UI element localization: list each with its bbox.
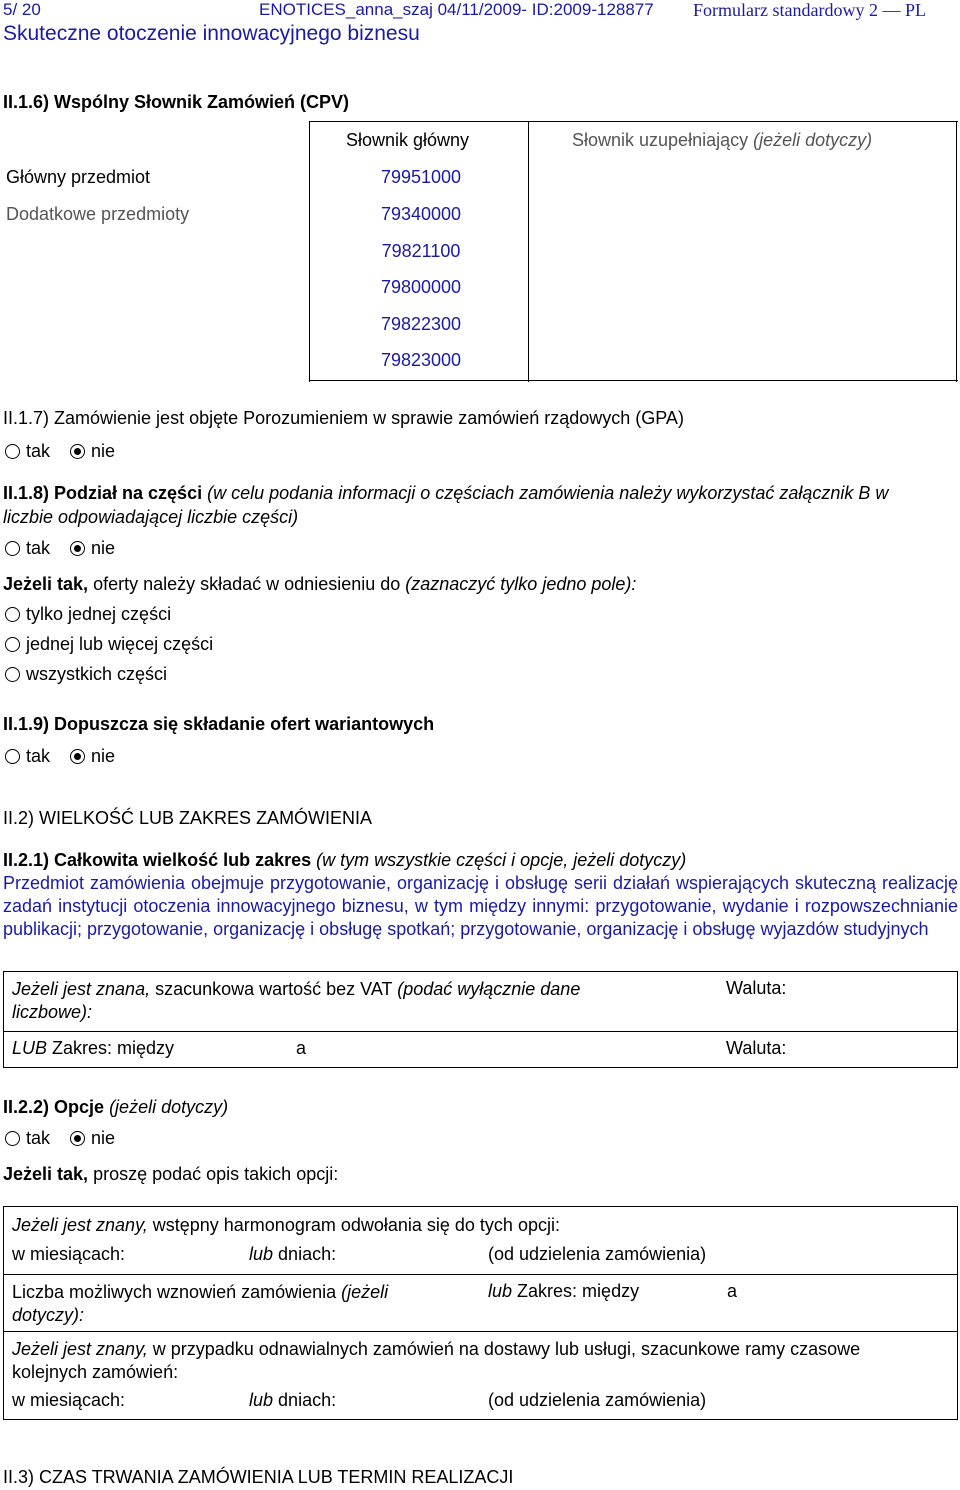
renewals-label: Liczba możliwych wznowień zamówienia (jeżeli dotyczy): xyxy=(12,1282,389,1325)
additional-subjects-label: Dodatkowe przedmioty xyxy=(6,204,190,224)
main-cpv-code: 79951000 xyxy=(380,167,462,187)
lots-yes-radio[interactable] xyxy=(5,541,20,556)
col-supp-header: Słownik uzupełniający (jeżeli dotyczy) xyxy=(572,130,873,150)
document-id: ENOTICES_anna_szaj 04/11/2009- ID:2009-128877 xyxy=(259,0,654,19)
lots-option xyxy=(5,664,167,685)
lots-option-label: jednej lub więcej części xyxy=(26,634,214,654)
from-award-label: (od udzielenia zamówienia) xyxy=(488,1244,707,1264)
gpa-heading: II.1.7) Zamówienie jest objęte Porozumieniem w sprawie zamówień rządowych (GPA) xyxy=(3,408,684,428)
lots-no-radio[interactable] xyxy=(70,541,85,556)
currency-label: Waluta: xyxy=(726,978,787,998)
options-no-radio[interactable] xyxy=(70,1131,85,1146)
options-yes-label: tak xyxy=(26,1128,51,1148)
lots-note-line2: liczbie odpowiadającej liczbie części) xyxy=(3,507,299,527)
lots-heading-line xyxy=(3,483,888,504)
lots-option-label: tylko jednej części xyxy=(26,604,172,624)
lots-if-yes: Jeżeli tak, oferty należy składać w odniesieniu do (zaznaczyć tylko jedno pole): xyxy=(3,574,637,594)
lots-radio-group xyxy=(5,538,135,559)
total-scope-line: II.2.1) Całkowita wielkość lub zakres (w tym wszystkie części i opcje, jeżeli dotyczy) xyxy=(3,850,687,870)
currency-label-2: Waluta: xyxy=(726,1038,787,1058)
lots-option-radio[interactable] xyxy=(5,667,20,682)
lots-option-radio[interactable] xyxy=(5,607,20,622)
lots-option xyxy=(5,634,213,655)
gpa-radio-group xyxy=(5,441,135,462)
lots-no-label: nie xyxy=(91,538,116,558)
additional-cpv-code: 79340000 xyxy=(380,204,462,224)
scope-heading: II.2) WIELKOŚĆ LUB ZAKRES ZAMÓWIENIA xyxy=(3,808,373,828)
estimated-value-label: Jeżeli jest znana, szacunkowa wartość bez VAT (podać wyłącznie dane liczbowe): xyxy=(12,979,581,1022)
variants-radio-group xyxy=(5,746,135,767)
document-title: Skuteczne otoczenie innowacyjnego biznesu xyxy=(3,22,420,45)
renewable-label: Jeżeli jest znany, w przypadku odnawialnych zamówień na dostawy lub usługi, szacunkowe ramy czasowe kolejnych zamówień: xyxy=(12,1339,861,1382)
lots-heading: II.1.8) Podział na części xyxy=(3,483,203,503)
schedule-label: Jeżeli jest znany, wstępny harmonogram odwołania się do tych opcji: xyxy=(12,1215,560,1235)
options-heading-line: II.2.2) Opcje (jeżeli dotyczy) xyxy=(3,1097,229,1117)
options-no-label: nie xyxy=(91,1128,116,1148)
lots-yes-label: tak xyxy=(26,538,51,558)
variants-yes-label: tak xyxy=(26,746,51,766)
months-label: w miesiącach: xyxy=(12,1244,126,1264)
additional-cpv-code: 79800000 xyxy=(380,277,462,297)
gpa-no-label: nie xyxy=(91,441,116,461)
days-label-2: lub dniach: xyxy=(249,1390,337,1410)
additional-cpv-code: 79821100 xyxy=(381,241,461,261)
from-award-label-2: (od udzielenia zamówienia) xyxy=(488,1390,707,1410)
range-label: LUB Zakres: między xyxy=(12,1038,175,1058)
page-number: 5/ 20 xyxy=(3,0,41,19)
duration-heading: II.3) CZAS TRWANIA ZAMÓWIENIA LUB TERMIN REALIZACJI xyxy=(3,1467,514,1487)
col-main-header: Słownik główny xyxy=(346,130,470,150)
cpv-table xyxy=(2,121,958,382)
gpa-yes-radio[interactable] xyxy=(5,444,20,459)
range-and: a xyxy=(296,1038,307,1058)
options-yes-radio[interactable] xyxy=(5,1131,20,1146)
options-radio-group xyxy=(5,1128,135,1149)
lots-note: (w celu podania informacji o częściach zamówienia należy wykorzystać załącznik B w xyxy=(207,483,889,503)
variants-yes-radio[interactable] xyxy=(5,749,20,764)
gpa-yes-label: tak xyxy=(26,441,51,461)
lots-option-radio[interactable] xyxy=(5,637,20,652)
variants-no-radio[interactable] xyxy=(70,749,85,764)
gpa-no-radio[interactable] xyxy=(70,444,85,459)
months-label-2: w miesiącach: xyxy=(12,1390,126,1410)
additional-cpv-code: 79822300 xyxy=(380,314,462,334)
options-if-yes: Jeżeli tak, proszę podać opis takich opcji: xyxy=(3,1164,339,1184)
additional-cpv-code: 79823000 xyxy=(380,350,462,370)
scope-description: Przedmiot zamówienia obejmuje przygotowanie, organizację i obsługę serii działań wspierających skuteczną realizację zadań instytucji otoczenia innowacyjnego biznesu, w tym między innymi: przygotowanie, wydanie i rozpowszechnianie publikacji; przygotowanie, organizację i obsługę spotkań; przygotowanie, organizację i obsługę wyjazdów studyjnych xyxy=(3,873,958,939)
page-header xyxy=(0,0,960,22)
main-subject-label: Główny przedmiot xyxy=(6,167,151,187)
renewals-range: lub Zakres: między xyxy=(488,1281,640,1301)
lots-option-label: wszystkich części xyxy=(26,664,168,684)
renewals-and: a xyxy=(727,1281,738,1301)
cpv-heading: II.1.6) Wspólny Słownik Zamówień (CPV) xyxy=(3,92,350,112)
days-label: lub dniach: xyxy=(249,1244,337,1264)
variants-no-label: nie xyxy=(91,746,116,766)
form-name: Formularz standardowy 2 — PL xyxy=(693,0,926,20)
variants-heading: II.1.9) Dopuszcza się składanie ofert wariantowych xyxy=(3,714,435,734)
lots-option xyxy=(5,604,171,625)
